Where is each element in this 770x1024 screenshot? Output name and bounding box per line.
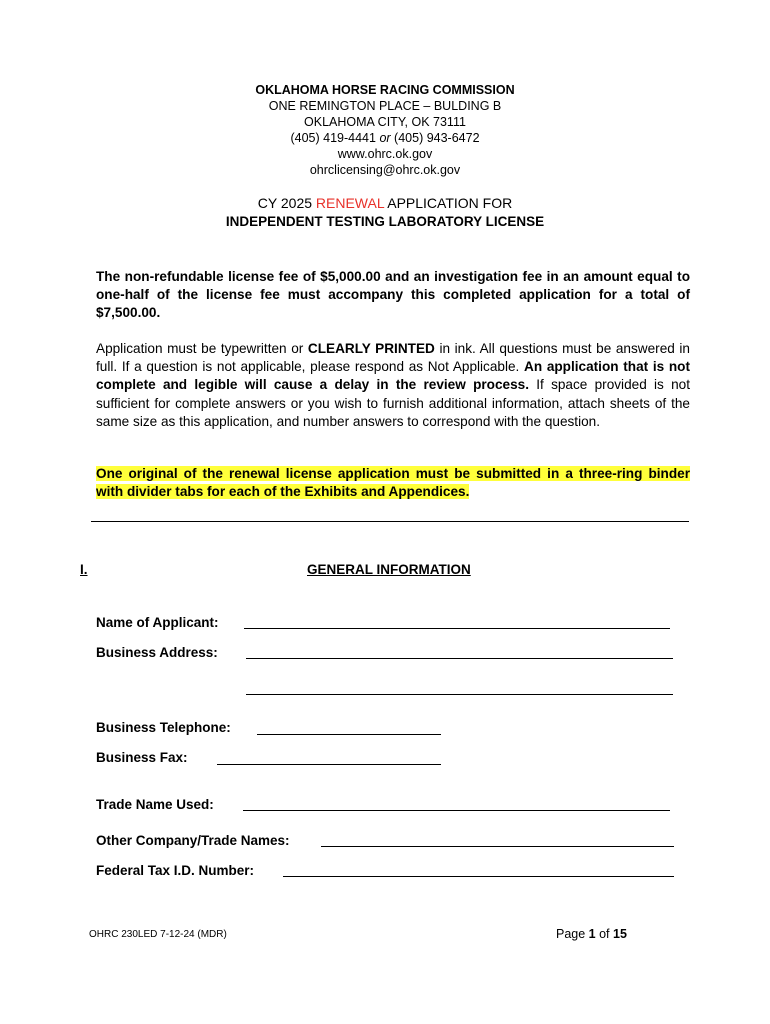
address-line-2: OKLAHOMA CITY, OK 73111 (304, 115, 466, 129)
license-type-title: INDEPENDENT TESTING LABORATORY LICENSE (225, 214, 545, 229)
instructions-part-2: in ink. All questions must be answered in full. If a question is not applicable, please respond as Not Applicable. (96, 341, 690, 375)
clearly-printed: CLEARLY PRINTED (307, 341, 435, 356)
of-word: of (595, 927, 613, 941)
form-code: OHRC 230LED 7-12-24 (MDR) (89, 929, 227, 940)
tax-id-label: Federal Tax I.D. Number: (96, 863, 255, 878)
other-names-label: Other Company/Trade Names: (96, 833, 290, 848)
binder-notice (96, 465, 690, 501)
phone-line (0, 130, 770, 147)
binder-notice-text: One original of the renewal license application must be submitted in a three-ring binder with divider tabs for each of the Exhibits and Appendices. (96, 466, 690, 500)
business-telephone-input[interactable] (257, 734, 441, 735)
instructions (96, 340, 690, 431)
business-address-label: Business Address: (96, 645, 218, 660)
page-number: 1 (588, 927, 596, 941)
website-link[interactable]: www.ohrc.ok.gov (337, 147, 433, 161)
business-telephone-label: Business Telephone: (96, 720, 231, 735)
business-fax-label: Business Fax: (96, 750, 188, 765)
phone-or: or (379, 131, 391, 145)
trade-name-label: Trade Name Used: (96, 797, 214, 812)
trade-name-input[interactable] (243, 810, 670, 811)
instructions-part-1: Application must be typewritten or (96, 341, 308, 356)
business-address-input-2[interactable] (246, 694, 673, 695)
other-names-input[interactable] (321, 846, 674, 847)
business-address-input-1[interactable] (246, 658, 673, 659)
application-title (0, 195, 770, 211)
email-link[interactable]: ohrclicensing@ohrc.ok.gov (309, 163, 461, 177)
page-total: 15 (613, 927, 627, 941)
fee-notice: The non-refundable license fee of $5,000.00 and an investigation fee in an amount equal to one-half of the license fee must accompany this completed application for a total of $7,500.00. (96, 269, 690, 321)
page-indicator (556, 927, 627, 941)
section-divider (91, 521, 689, 522)
org-name: OKLAHOMA HORSE RACING COMMISSION (255, 83, 515, 97)
phone-secondary: (405) 943-6472 (394, 131, 480, 145)
applicant-name-label: Name of Applicant: (96, 615, 219, 630)
section-number: I. (80, 562, 88, 577)
section-title: GENERAL INFORMATION (307, 562, 471, 577)
instructions-part-3: If space provided is not sufficient for complete answers or you wish to furnish additional information, attach sheets of the same size as this application, and number answers to correspond with the question. (96, 377, 690, 429)
phone-primary: (405) 419-4441 (290, 131, 376, 145)
title-prefix: CY 2025 (257, 195, 316, 211)
title-suffix: APPLICATION FOR (384, 195, 513, 211)
address-line-1: ONE REMINGTON PLACE – BULDING B (268, 99, 502, 113)
tax-id-input[interactable] (283, 876, 674, 877)
renewal-word: RENEWAL (315, 195, 385, 211)
business-fax-input[interactable] (217, 764, 441, 765)
incomplete-warning: An application that is not complete and legible will cause a delay in the review process. (96, 359, 691, 393)
page-word: Page (556, 927, 589, 941)
applicant-name-input[interactable] (244, 628, 670, 629)
